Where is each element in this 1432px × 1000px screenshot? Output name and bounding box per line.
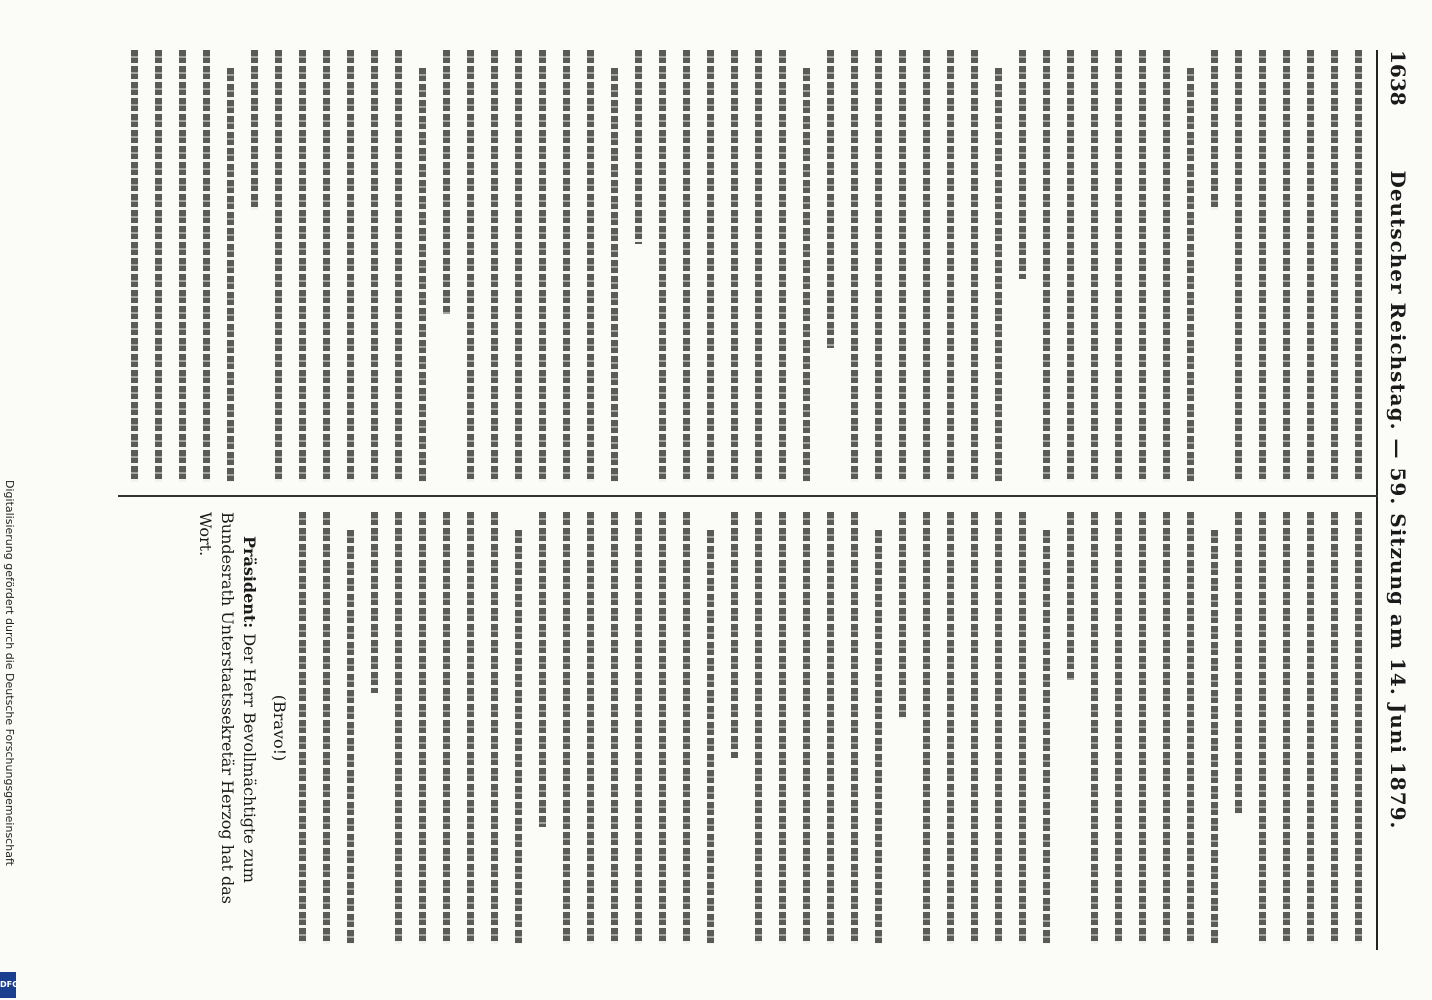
running-header bbox=[1382, 50, 1416, 950]
text-line bbox=[1139, 50, 1146, 482]
text-line bbox=[923, 50, 930, 482]
text-line bbox=[1235, 512, 1242, 814]
text-line bbox=[467, 50, 474, 482]
text-line bbox=[1283, 512, 1290, 944]
speaker-name: Präsident: bbox=[240, 536, 259, 629]
text-line bbox=[1043, 50, 1050, 482]
text-line bbox=[491, 50, 498, 482]
text-line bbox=[419, 512, 426, 944]
text-line bbox=[1019, 512, 1026, 944]
left-column-text-lines bbox=[126, 50, 1366, 482]
text-line bbox=[587, 512, 594, 944]
text-line bbox=[1163, 50, 1170, 482]
text-line bbox=[1163, 512, 1170, 944]
text-line bbox=[803, 68, 810, 482]
text-line bbox=[803, 512, 810, 944]
right-column-text-lines bbox=[126, 512, 1366, 944]
text-line bbox=[1211, 50, 1218, 210]
text-line bbox=[1187, 68, 1194, 482]
dfg-logo: DFG bbox=[0, 972, 16, 998]
applause-marker: (Bravo!) bbox=[270, 694, 289, 762]
text-line bbox=[995, 512, 1002, 944]
text-line bbox=[611, 68, 618, 482]
text-line bbox=[827, 50, 834, 348]
text-line bbox=[539, 512, 546, 827]
text-line bbox=[1331, 50, 1338, 482]
text-line bbox=[731, 50, 738, 482]
text-line bbox=[899, 512, 906, 719]
text-line bbox=[947, 50, 954, 482]
text-line bbox=[683, 512, 690, 944]
text-line bbox=[371, 50, 378, 482]
text-line bbox=[587, 50, 594, 482]
text-line bbox=[347, 50, 354, 482]
text-line bbox=[1283, 50, 1290, 482]
text-line bbox=[851, 50, 858, 482]
left-column bbox=[126, 50, 1366, 482]
text-line bbox=[203, 50, 210, 482]
text-line bbox=[635, 512, 642, 944]
text-line bbox=[323, 512, 330, 944]
text-line bbox=[347, 530, 354, 944]
text-line bbox=[875, 50, 882, 482]
text-line bbox=[827, 512, 834, 944]
text-line bbox=[299, 512, 306, 944]
text-line bbox=[539, 50, 546, 482]
text-line bbox=[371, 512, 378, 693]
text-line bbox=[755, 50, 762, 482]
text-line bbox=[395, 50, 402, 482]
text-line bbox=[875, 530, 882, 944]
text-line bbox=[395, 512, 402, 944]
text-line bbox=[1307, 512, 1314, 944]
text-line bbox=[1067, 512, 1074, 680]
text-line bbox=[635, 50, 642, 244]
text-line bbox=[923, 512, 930, 944]
text-line bbox=[1355, 50, 1362, 482]
text-line bbox=[1259, 512, 1266, 944]
text-line bbox=[1067, 50, 1074, 482]
speaker-paragraph bbox=[194, 512, 260, 944]
text-line bbox=[1115, 50, 1122, 482]
text-line bbox=[1043, 530, 1050, 944]
right-column bbox=[126, 512, 1366, 944]
page-number: 1638 bbox=[1386, 50, 1410, 106]
text-line bbox=[491, 512, 498, 944]
text-line bbox=[1091, 512, 1098, 944]
text-line bbox=[1115, 512, 1122, 944]
text-line bbox=[443, 512, 450, 944]
text-line bbox=[707, 50, 714, 482]
text-line bbox=[563, 512, 570, 944]
text-line bbox=[1307, 50, 1314, 482]
speaker-text: Der Herr Bevollmächtigte zum Bundesrath Unterstaatssekretär Herzog hat das Wort. bbox=[196, 512, 259, 904]
running-title: Deutscher Reichstag. — 59. Sitzung am 14. Juni 1879. bbox=[1386, 170, 1410, 830]
text-line bbox=[995, 68, 1002, 482]
column-divider bbox=[118, 495, 1378, 497]
text-line bbox=[731, 512, 738, 758]
text-line bbox=[659, 512, 666, 944]
text-line bbox=[563, 50, 570, 482]
text-line bbox=[1187, 512, 1194, 944]
text-line bbox=[971, 512, 978, 944]
text-line bbox=[1019, 50, 1026, 279]
text-line bbox=[779, 50, 786, 482]
text-line bbox=[227, 68, 234, 482]
text-line bbox=[251, 50, 258, 210]
text-line bbox=[467, 512, 474, 944]
text-line bbox=[515, 50, 522, 482]
text-line bbox=[1211, 530, 1218, 944]
text-line bbox=[1235, 50, 1242, 482]
text-line bbox=[323, 50, 330, 482]
header-rule bbox=[1376, 50, 1378, 950]
text-line bbox=[515, 530, 522, 944]
text-line bbox=[971, 50, 978, 482]
text-line bbox=[275, 50, 282, 482]
text-line bbox=[179, 50, 186, 482]
text-line bbox=[1355, 512, 1362, 944]
text-line bbox=[707, 530, 714, 944]
text-line bbox=[1091, 50, 1098, 482]
digitization-credit-text: Digitalisierung gefördert durch die Deutsche Forschungsgemeinschaft bbox=[3, 480, 16, 866]
text-line bbox=[779, 512, 786, 944]
text-line bbox=[155, 50, 162, 482]
text-line bbox=[659, 50, 666, 482]
text-line bbox=[755, 512, 762, 944]
text-line bbox=[131, 50, 138, 482]
text-line bbox=[683, 50, 690, 482]
text-line bbox=[419, 68, 426, 482]
text-line bbox=[947, 512, 954, 944]
text-line bbox=[299, 50, 306, 482]
text-line bbox=[851, 512, 858, 944]
digitization-credit bbox=[2, 480, 16, 1000]
text-line bbox=[1139, 512, 1146, 944]
document-page bbox=[96, 50, 1416, 950]
text-line bbox=[899, 50, 906, 482]
text-line bbox=[1259, 50, 1266, 482]
text-line bbox=[443, 50, 450, 314]
text-line bbox=[611, 512, 618, 944]
text-line bbox=[1331, 512, 1338, 944]
